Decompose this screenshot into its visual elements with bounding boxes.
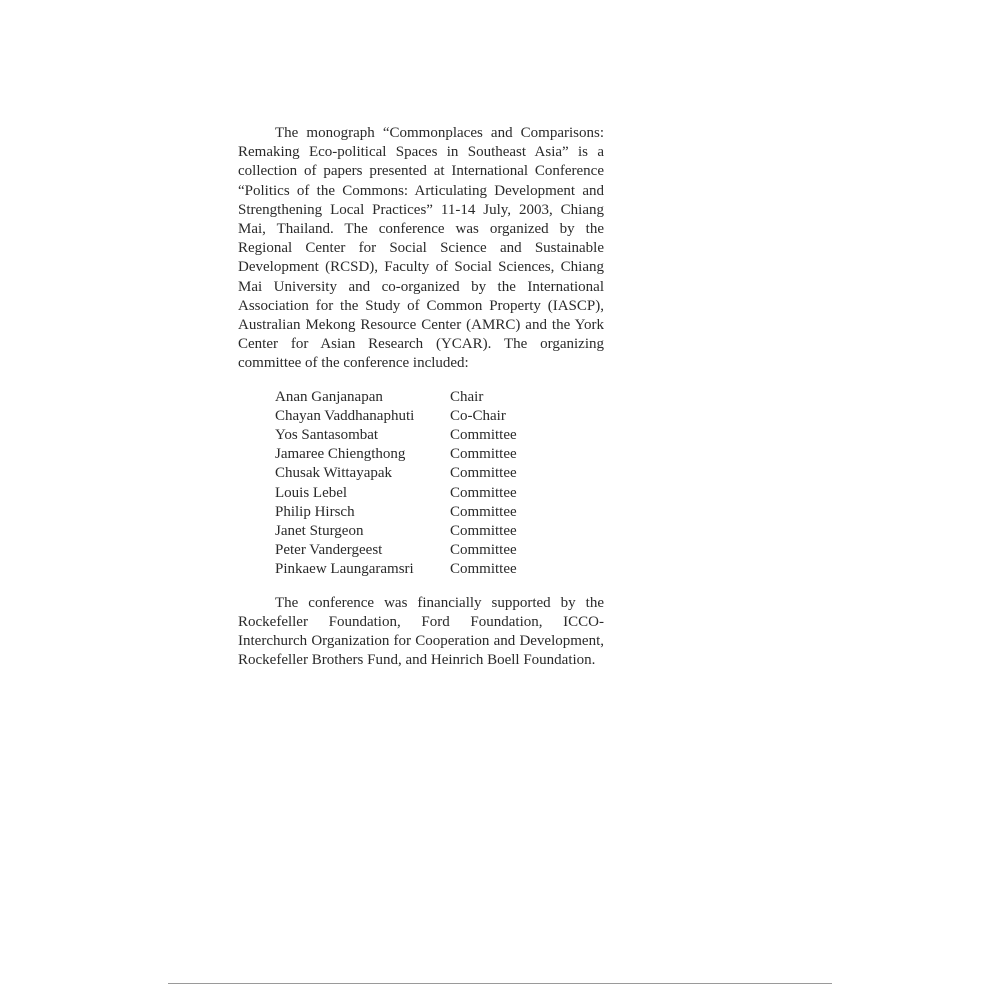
member-name: Peter Vandergeest [275, 542, 383, 559]
member-name: Philip Hirsch [275, 503, 355, 520]
member-name: Anan Ganjanapan [275, 388, 383, 405]
organizing-committee-list [275, 388, 604, 580]
member-name: Chayan Vaddhanaphuti [275, 407, 415, 424]
member-role: Committee [450, 522, 517, 539]
funding-paragraph: The conference was financially supported by the Rockefeller Foundation, Ford Foundation, ICCO-Interchurch Organization for Cooperation and Development, Rockefeller Brothers Fund, and Heinrich Boell Foundation. [238, 594, 604, 669]
member-role: Chair [450, 388, 484, 405]
committee-member [275, 541, 604, 560]
member-name: Jamaree Chiengthong [275, 446, 406, 463]
member-role: Committee [450, 446, 517, 463]
committee-member [275, 464, 604, 483]
footer-divider [168, 983, 832, 984]
member-name: Louis Lebel [275, 484, 348, 501]
committee-member [275, 445, 604, 464]
member-role: Committee [450, 542, 517, 559]
member-role: Co-Chair [450, 407, 506, 424]
intro-paragraph: The monograph “Commonplaces and Comparisons: Remaking Eco-political Spaces in Southeast Asia” is a collection of papers presented at International Conference “Politics of the Commons: Articulating Development and Strengthening Local Practices” 11-14 July, 2003, Chiang Mai, Thailand. The conference was organized by the Regional Center for Social Science and Sustainable Development (RCSD), Faculty of Social Sciences, Chiang Mai University and co-organized by the International Association for the Study of Common Property (IASCP), Australian Mekong Resource Center (AMRC) and the York Center for Asian Research (YCAR). The organizing committee of the conference included: [238, 125, 604, 372]
member-role: Committee [450, 561, 517, 578]
committee-member [275, 560, 604, 579]
member-name: Janet Sturgeon [275, 522, 364, 539]
member-role: Committee [450, 427, 517, 444]
committee-member [275, 484, 604, 503]
member-role: Committee [450, 465, 517, 482]
committee-member [275, 503, 604, 522]
member-name: Chusak Wittayapak [275, 465, 393, 482]
committee-member [275, 522, 604, 541]
committee-member [275, 407, 604, 426]
member-name: Pinkaew Laungaramsri [275, 561, 414, 578]
page-content [238, 124, 604, 670]
member-role: Committee [450, 503, 517, 520]
member-name: Yos Santasombat [275, 427, 379, 444]
committee-member [275, 388, 604, 407]
committee-member [275, 426, 604, 445]
member-role: Committee [450, 484, 517, 501]
